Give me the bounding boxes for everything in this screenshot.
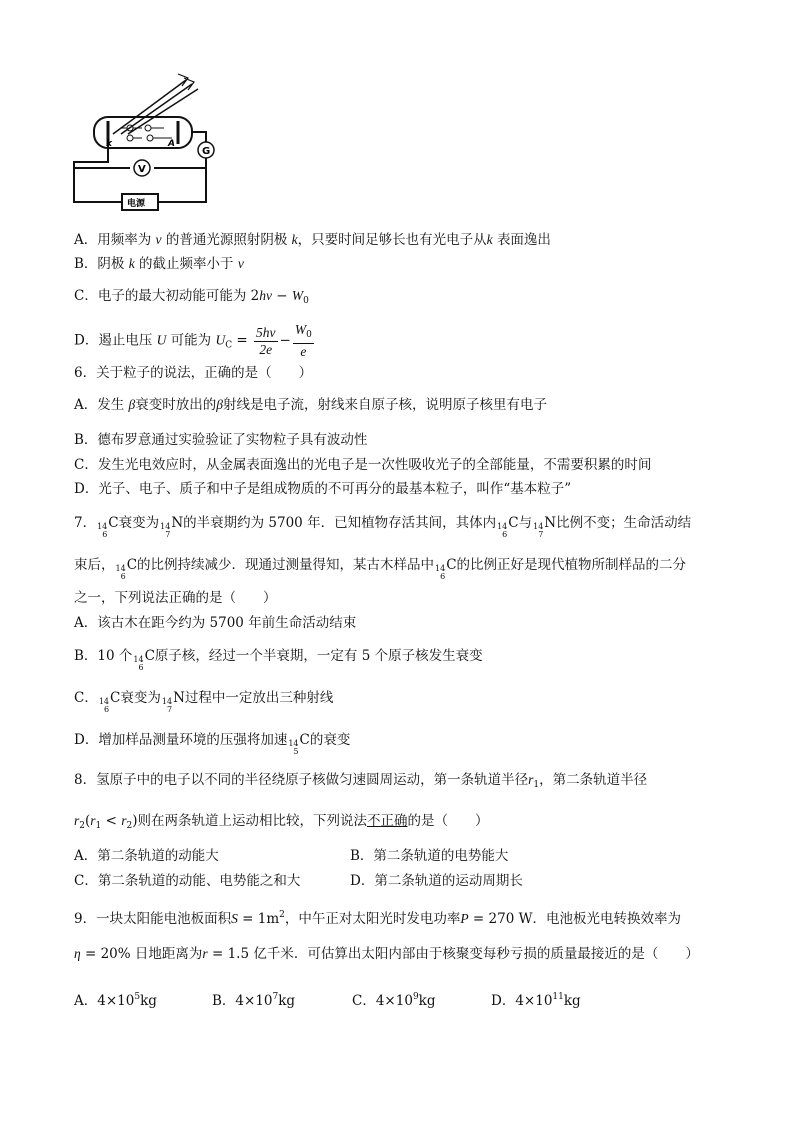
- q7-option-d: D．增加样品测量环境的压强将加速 14 5 C的衰变: [74, 732, 351, 756]
- q8-stem-line2: $r_2(r_1 < r_2)$则在两条轨道上运动相比较，下列说法不正确的是（ ）: [74, 813, 489, 831]
- q8-option-d: D．第二条轨道的运动周期长: [350, 873, 523, 889]
- q6-stem: 6．关于粒子的说法，正确的是（ ）: [74, 365, 313, 381]
- q6-option-b: B．德布罗意通过实验验证了实物粒子具有波动性: [74, 432, 368, 448]
- q9-stem-line1: 9．一块太阳能电池板面积$S = 1m^2$，中午正对太阳光时发电功率P = 270 W．电池板光电转换效率为: [74, 910, 681, 927]
- q7-option-b: B．10 个 14 6 C原子核，经过一个半衰期，一定有 5 个原子核发生衰变: [74, 648, 483, 672]
- label-k: k: [106, 139, 112, 149]
- q9-option-b: B．$4\times 10^7kg$: [212, 992, 296, 1009]
- q7-stem-line3: 之一，下列说法正确的是（ ）: [74, 590, 277, 606]
- q5-option-d: D．遏止电压 U 可能为 $U_C$ = $\frac{5h\nu}{2e}$ − $\frac{W_0}{e}$: [74, 322, 312, 359]
- q5-option-a: A．用频率为 ν 的普通光源照射阴极 k，只要时间足够长也有光电子从k 表面逸出: [74, 232, 551, 248]
- q9-option-a: A．$4\times 10^5kg$: [74, 992, 157, 1009]
- q9-stem-line2: η = 20% 日地距离为r = 1.5 亿千米．可估算出太阳内部由于核聚变每秒亏损的质量最接近的是（ ）: [74, 946, 699, 962]
- q7-option-a: A．该古木在距今约为 5700 年前生命活动结束: [74, 615, 357, 631]
- photoelectric-circuit-figure: [68, 66, 228, 214]
- q7-option-c: C． 14 6 C衰变为 14 7 N过程中一定放出三种射线: [74, 690, 334, 714]
- label-power: 电源: [127, 199, 146, 209]
- q8-stem-line1: 8．氢原子中的电子以不同的半径绕原子核做匀速圆周运动，第一条轨道半径$r_1$，第二条轨道半径: [74, 772, 648, 790]
- q6-option-d: D．光子、电子、质子和中子是组成物质的不可再分的最基本粒子，叫作“基本粒子”: [74, 481, 572, 497]
- label-V: V: [138, 164, 146, 175]
- q8-option-a: A．第二条轨道的动能大: [74, 848, 219, 864]
- q7-stem-line1: 7． 14 6 C衰变为 14 7 N的半衰期约为 5700 年．已知植物存活其间，其体内 14 6 C与 14 7 N比例不变；生命活动结: [74, 515, 692, 539]
- q9-option-d: D．$4\times 10^{11}kg$: [491, 992, 581, 1009]
- q6-option-c: C．发生光电效应时，从金属表面逸出的光电子是一次性吸收光子的全部能量，不需要积累的时间: [74, 457, 652, 473]
- label-G: G: [202, 146, 211, 157]
- q6-option-a: A．发生 β衰变时放出的β射线是电子流，射线来自原子核，说明原子核里有电子: [74, 397, 548, 413]
- q9-option-c: C．$4\times 10^9kg$: [352, 992, 436, 1009]
- q5-option-b: B．阴极 k 的截止频率小于 ν: [74, 256, 244, 272]
- q5-option-c: C．电子的最大初动能可能为 $2h\nu - W_0$: [74, 288, 309, 306]
- label-A: A: [168, 139, 175, 149]
- q8-option-b: B．第二条轨道的电势能大: [350, 848, 509, 864]
- q7-stem-line2: 束后， 14 6 C的比例持续减少．现通过测量得知，某古木样品中 14 6 C的比例正好是现代植物所制样品的二分: [74, 557, 687, 581]
- q8-option-c: C．第二条轨道的动能、电势能之和大: [74, 873, 301, 889]
